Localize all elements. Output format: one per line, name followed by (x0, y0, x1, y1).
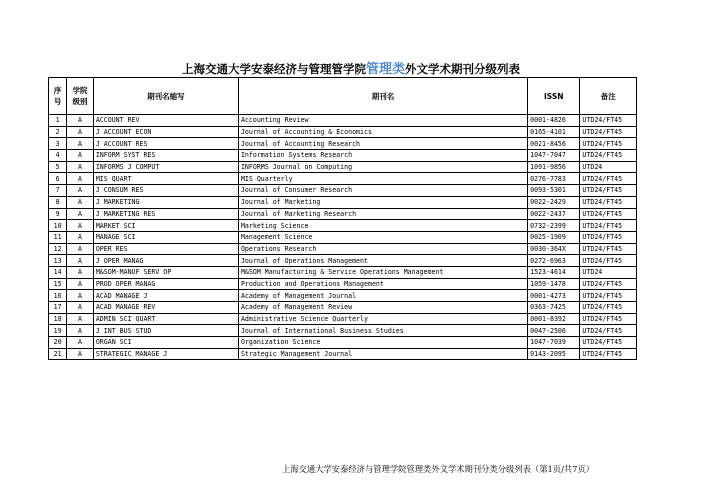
cell-issn: 0363-7425 (528, 302, 580, 314)
table-row (49, 255, 637, 267)
cell-issn: 0021-8456 (528, 138, 580, 150)
cell-abbr: PROD OPER MANAG (93, 278, 238, 290)
table-row (49, 126, 637, 138)
cell-level: A (67, 115, 94, 127)
header-issn: ISSN (528, 78, 580, 115)
cell-name: INFORMS Journal on Computing (238, 161, 527, 173)
cell-level: A (67, 220, 94, 232)
cell-note: UTD24/FT45 (580, 325, 637, 337)
header-abbr: 期刊名缩写 (93, 78, 238, 115)
cell-name: Organization Science (238, 337, 527, 349)
cell-note: UTD24/FT45 (580, 348, 637, 360)
cell-seq: 8 (49, 196, 67, 208)
cell-level: A (67, 266, 94, 278)
header-level: 学院级别 (67, 78, 94, 115)
table-row (49, 290, 637, 302)
cell-seq: 7 (49, 185, 67, 197)
cell-level: A (67, 255, 94, 267)
cell-level: A (67, 126, 94, 138)
cell-seq: 2 (49, 126, 67, 138)
cell-abbr: MARKET SCI (93, 220, 238, 232)
table-row (49, 302, 637, 314)
cell-level: A (67, 290, 94, 302)
cell-abbr: ADMIN SCI QUART (93, 313, 238, 325)
cell-note: UTD24/FT45 (580, 196, 637, 208)
cell-abbr: J CONSUM RES (93, 185, 238, 197)
cell-note: UTD24/FT45 (580, 302, 637, 314)
cell-issn: 0001-4273 (528, 290, 580, 302)
cell-note: UTD24/FT45 (580, 173, 637, 185)
cell-name: Production and Operations Management (238, 278, 527, 290)
table-row (49, 243, 637, 255)
cell-abbr: OPER RES (93, 243, 238, 255)
page-footer: 上海交通大学安泰经济与管理学院管理类外文学术期刊分类分级列表（第1页/共7页） (282, 464, 595, 474)
header-seq: 序号 (49, 78, 67, 115)
cell-name: M&SOM Manufacturing & Service Operations Management (238, 266, 527, 278)
cell-name: Strategic Management Journal (238, 348, 527, 360)
cell-issn: 0272-6963 (528, 255, 580, 267)
cell-note: UTD24 (580, 266, 637, 278)
table-row (49, 313, 637, 325)
cell-abbr: ORGAN SCI (93, 337, 238, 349)
cell-issn: 0030-364X (528, 243, 580, 255)
cell-issn: 0093-5301 (528, 185, 580, 197)
cell-name: Journal of Consumer Research (238, 185, 527, 197)
cell-issn: 1523-4614 (528, 266, 580, 278)
cell-name: Journal of Marketing Research (238, 208, 527, 220)
cell-name: Marketing Science (238, 220, 527, 232)
table-row (49, 173, 637, 185)
cell-note: UTD24/FT45 (580, 337, 637, 349)
cell-name: Information Systems Research (238, 150, 527, 162)
cell-name: Journal of Accounting Research (238, 138, 527, 150)
table-row (49, 231, 637, 243)
cell-abbr: J OPER MANAG (93, 255, 238, 267)
cell-seq: 21 (49, 348, 67, 360)
cell-issn: 0047-2506 (528, 325, 580, 337)
cell-seq: 10 (49, 220, 67, 232)
cell-level: A (67, 337, 94, 349)
cell-abbr: INFORM SYST RES (93, 150, 238, 162)
cell-note: UTD24/FT45 (580, 278, 637, 290)
cell-level: A (67, 243, 94, 255)
table-row (49, 115, 637, 127)
cell-issn: 0276-7783 (528, 173, 580, 185)
cell-note: UTD24/FT45 (580, 150, 637, 162)
cell-issn: 0143-2095 (528, 348, 580, 360)
cell-name: Journal of Operations Management (238, 255, 527, 267)
title-highlight: 管理类 (365, 62, 405, 77)
cell-seq: 14 (49, 266, 67, 278)
cell-name: Journal of Accounting & Economics (238, 126, 527, 138)
cell-abbr: ACAD MANAGE J (93, 290, 238, 302)
table-row (49, 161, 637, 173)
cell-seq: 19 (49, 325, 67, 337)
cell-seq: 12 (49, 243, 67, 255)
table-row (49, 220, 637, 232)
table-row (49, 278, 637, 290)
cell-seq: 3 (49, 138, 67, 150)
cell-name: Administrative Science Quarterly (238, 313, 527, 325)
cell-note: UTD24 (580, 161, 637, 173)
cell-issn: 1047-7039 (528, 337, 580, 349)
cell-seq: 13 (49, 255, 67, 267)
cell-seq: 15 (49, 278, 67, 290)
cell-level: A (67, 325, 94, 337)
title-prefix: 上海交通大学安泰经济与管理管学院 (181, 62, 366, 76)
page-title (0, 58, 702, 77)
cell-abbr: MIS QUART (93, 173, 238, 185)
header-name: 期刊名 (238, 78, 527, 115)
cell-note: UTD24/FT45 (580, 138, 637, 150)
cell-name: Operations Research (238, 243, 527, 255)
cell-abbr: ACAD MANAGE REV (93, 302, 238, 314)
cell-seq: 6 (49, 173, 67, 185)
cell-name: Accounting Review (238, 115, 527, 127)
cell-note: UTD24/FT45 (580, 220, 637, 232)
table-row (49, 150, 637, 162)
cell-issn: 0025-1909 (528, 231, 580, 243)
cell-note: UTD24/FT45 (580, 231, 637, 243)
cell-seq: 9 (49, 208, 67, 220)
table-row (49, 208, 637, 220)
cell-abbr: J ACCOUNT ECON (93, 126, 238, 138)
cell-name: Academy of Management Review (238, 302, 527, 314)
cell-name: Management Science (238, 231, 527, 243)
cell-note: UTD24/FT45 (580, 115, 637, 127)
cell-seq: 5 (49, 161, 67, 173)
cell-issn: 0732-2399 (528, 220, 580, 232)
cell-issn: 0022-2429 (528, 196, 580, 208)
table-row (49, 196, 637, 208)
cell-note: UTD24/FT45 (580, 243, 637, 255)
table-header-row (49, 78, 637, 115)
table-row (49, 138, 637, 150)
cell-note: UTD24/FT45 (580, 185, 637, 197)
cell-abbr: INFORMS J COMPUT (93, 161, 238, 173)
cell-note: UTD24/FT45 (580, 255, 637, 267)
cell-level: A (67, 302, 94, 314)
cell-name: Journal of International Business Studies (238, 325, 527, 337)
cell-level: A (67, 313, 94, 325)
cell-note: UTD24/FT45 (580, 126, 637, 138)
journal-table (48, 77, 637, 360)
table-row (49, 337, 637, 349)
cell-level: A (67, 196, 94, 208)
table-row (49, 325, 637, 337)
cell-issn: 0001-4826 (528, 115, 580, 127)
cell-name: Academy of Management Journal (238, 290, 527, 302)
cell-issn: 1091-9856 (528, 161, 580, 173)
cell-level: A (67, 138, 94, 150)
cell-issn: 0165-4101 (528, 126, 580, 138)
cell-seq: 16 (49, 290, 67, 302)
cell-seq: 11 (49, 231, 67, 243)
cell-abbr: J MARKETING RES (93, 208, 238, 220)
cell-abbr: STRATEGIC MANAGE J (93, 348, 238, 360)
cell-seq: 18 (49, 313, 67, 325)
cell-abbr: ACCOUNT REV (93, 115, 238, 127)
table-row (49, 266, 637, 278)
cell-issn: 0001-8392 (528, 313, 580, 325)
cell-abbr: J MARKETING (93, 196, 238, 208)
cell-note: UTD24/FT45 (580, 208, 637, 220)
cell-abbr: J ACCOUNT RES (93, 138, 238, 150)
cell-abbr: M&SOM-MANUF SERV OP (93, 266, 238, 278)
cell-issn: 0022-2437 (528, 208, 580, 220)
cell-level: A (67, 173, 94, 185)
cell-name: MIS Quarterly (238, 173, 527, 185)
cell-level: A (67, 150, 94, 162)
cell-level: A (67, 161, 94, 173)
cell-abbr: J INT BUS STUD (93, 325, 238, 337)
cell-level: A (67, 231, 94, 243)
cell-abbr: MANAGE SCI (93, 231, 238, 243)
cell-level: A (67, 278, 94, 290)
cell-seq: 4 (49, 150, 67, 162)
cell-level: A (67, 348, 94, 360)
cell-seq: 17 (49, 302, 67, 314)
cell-note: UTD24/FT45 (580, 313, 637, 325)
cell-seq: 1 (49, 115, 67, 127)
header-note: 备注 (580, 78, 637, 115)
cell-seq: 20 (49, 337, 67, 349)
cell-name: Journal of Marketing (238, 196, 527, 208)
cell-issn: 1047-7047 (528, 150, 580, 162)
cell-level: A (67, 185, 94, 197)
table-row (49, 348, 637, 360)
table-row (49, 185, 637, 197)
title-suffix: 外文学术期刊分级列表 (405, 62, 520, 76)
cell-note: UTD24/FT45 (580, 290, 637, 302)
cell-level: A (67, 208, 94, 220)
cell-issn: 1059-1478 (528, 278, 580, 290)
